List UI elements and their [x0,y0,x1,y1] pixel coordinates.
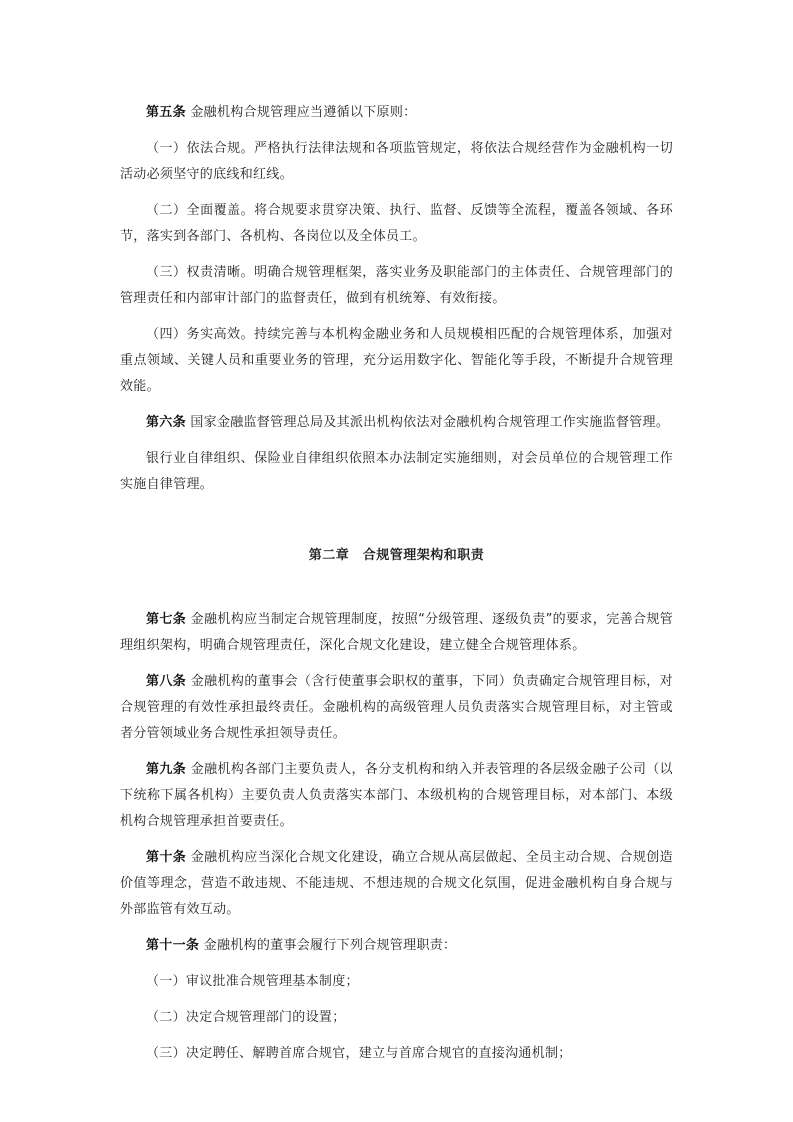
article-number: 第五条 [146,105,186,120]
paragraph [120,136,673,188]
paragraph [120,446,673,498]
article-number: 第九条 [146,762,187,777]
paragraph-text: （四）务实高效。持续完善与本机构金融业务和人员规模相匹配的合规管理体系，加强对重点领域、关键人员和重要业务的管理，充分运用数字化、智能化等手段，不断提升合规管理效能。 [120,327,673,394]
paragraph-text: 金融机构应当深化合规文化建设，确立合规从高层做起、全员主动合规、合规创造价值等理念，营造不敢违规、不能违规、不想违规的合规文化氛围，促进金融机构自身合规与外部监管有效互动。 [120,850,673,917]
chapter-title: 第二章 合规管理架构和职责 [308,548,485,563]
paragraph-text: 金融机构合规管理应当遵循以下原则： [190,105,417,120]
paragraph [120,669,673,747]
paragraph-text: 金融机构各部门主要负责人，各分支机构和纳入并表管理的各层级金融子公司（以下统称下属各机构）主要负责人负责落实本部门、本级机构的合规管理目标，对本部门、本级机构合规管理承担首要责任。 [120,762,673,829]
paragraph [120,198,673,250]
paragraph-text: 金融机构的董事会（含行使董事会职权的董事，下同）负责确定合规管理目标，对合规管理的有效性承担最终责任。金融机构的高级管理人员负责落实合规管理目标，对主管或者分管领域业务合规性承担领导责任。 [120,674,673,741]
paragraph-text: 银行业自律组织、保险业自律组织依照本办法制定实施细则，对会员单位的合规管理工作实施自律管理。 [120,451,673,492]
paragraph [120,1041,673,1067]
article-number: 第六条 [146,415,186,430]
paragraph [120,845,673,923]
section-top [120,100,673,498]
paragraph-text: （二）决定合规管理部门的设置； [146,1010,346,1025]
paragraph-text: （一）依法合规。严格执行法律法规和各项监管规定，将依法合规经营作为金融机构一切活动必须坚守的底线和红线。 [120,141,673,182]
paragraph [120,100,673,126]
paragraph-text: （三）权责清晰。明确合规管理框架，落实业务及职能部门的主体责任、合规管理部门的管理责任和内部审计部门的监督责任，做到有机统筹、有效衔接。 [120,265,673,306]
paragraph [120,933,673,959]
section-bottom [120,607,673,1067]
paragraph [120,607,673,659]
paragraph [120,969,673,995]
paragraph [120,322,673,400]
document-page [120,100,673,1077]
paragraph [120,260,673,312]
paragraph-text: 国家金融监督管理总局及其派出机构依法对金融机构合规管理工作实施监督管理。 [190,415,670,430]
article-number: 第十条 [146,850,187,865]
paragraph [120,757,673,835]
paragraph-text: （三）决定聘任、解聘首席合规官，建立与首席合规官的直接沟通机制； [146,1046,572,1061]
paragraph [120,410,673,436]
paragraph-text: （二）全面覆盖。将合规要求贯穿决策、执行、监督、反馈等全流程，覆盖各领域、各环节，落实到各部门、各机构、各岗位以及全体员工。 [120,203,673,244]
paragraph-text: 金融机构的董事会履行下列合规管理职责： [203,938,457,953]
article-number: 第七条 [146,612,187,627]
paragraph-text: （一）审议批准合规管理基本制度； [146,974,359,989]
article-number: 第八条 [146,674,187,689]
paragraph [120,1005,673,1031]
article-number: 第十一条 [146,938,200,953]
paragraph-text: 金融机构应当制定合规管理制度，按照“分级管理、逐级负责”的要求，完善合规管理组织架构，明确合规管理责任，深化合规文化建设，建立健全合规管理体系。 [120,612,673,653]
